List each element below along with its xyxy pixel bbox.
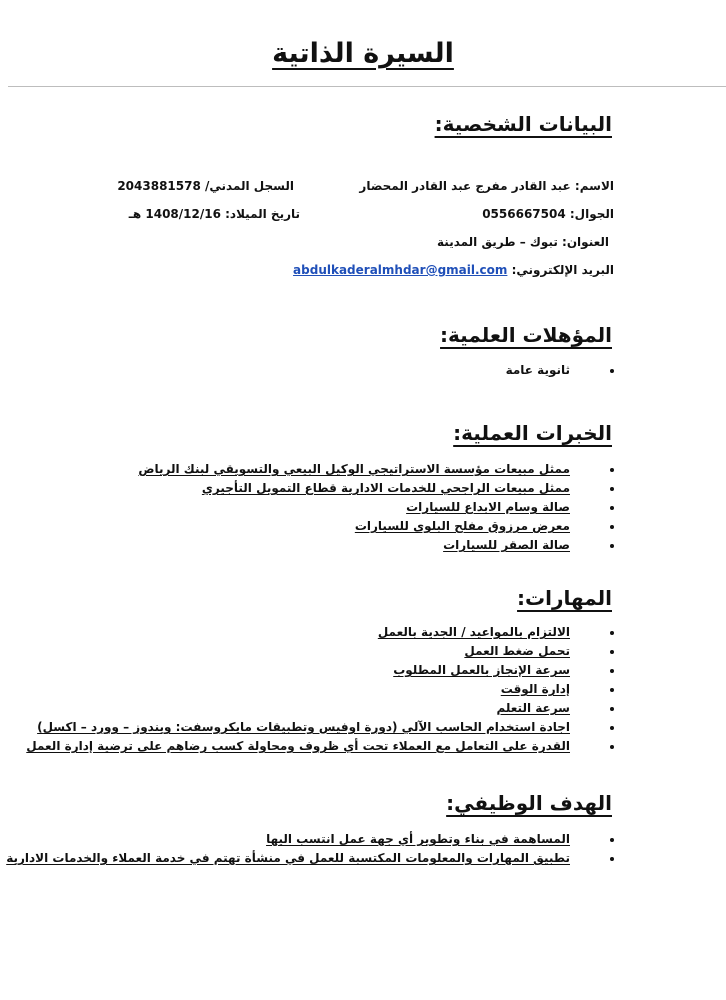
header-divider xyxy=(8,86,726,87)
email-link[interactable]: abdulkaderalmhdar@gmail.com xyxy=(293,263,508,277)
document-title-text: السيرة الذاتية xyxy=(272,38,454,69)
skill-item: سرعة الإنجاز بالعمل المطلوب xyxy=(26,661,614,680)
qualification-item: ثانوية عامة xyxy=(506,361,614,380)
objective-item: المساهمة في بناء وتطوير أي جهة عمل انتسب اليها xyxy=(6,830,614,849)
name-line: الاسم: عبد القادر مفرج عبد القادر المحضار xyxy=(359,179,614,193)
bullet-icon xyxy=(610,726,614,730)
qualifications-heading: المؤهلات العلمية: xyxy=(440,323,612,347)
qualifications-list xyxy=(506,361,614,380)
bullet-icon xyxy=(610,631,614,635)
objective-heading: الهدف الوظيفي: xyxy=(446,791,612,815)
experience-item: ممثل مبيعات الراجحي للخدمات الادارية قطاع التمويل التأجيري xyxy=(138,479,614,498)
skill-item: الالتزام بالمواعيد / الجدية بالعمل xyxy=(26,623,614,642)
bullet-icon xyxy=(610,544,614,548)
objective-item: تطبيق المهارات والمعلومات المكتسبة للعمل في منشأة تهتم في خدمة العملاء والخدمات الادارية xyxy=(6,849,614,868)
bullet-icon xyxy=(610,669,614,673)
skill-item: اجادة استخدام الحاسب الآلي (دورة اوفيس وتطبيقات مايكروسفت: ويندوز – وورد – اكسل) xyxy=(26,718,614,737)
objective-list xyxy=(6,830,614,868)
experience-item: ممثل مبيعات مؤسسة الاستراتيجي الوكيل البيعي والتسويقي لبنك الرياض xyxy=(138,460,614,479)
bullet-icon xyxy=(610,506,614,510)
skill-item: سرعة التعلم xyxy=(26,699,614,718)
bullet-icon xyxy=(610,857,614,861)
bullet-icon xyxy=(610,369,614,373)
mobile-line: الجوال: 0556667504 xyxy=(482,207,614,221)
skill-item: القدرة على التعامل مع العملاء تحت أي ظروف ومحاولة كسب رضاهم على ترضية إدارة العمل xyxy=(26,737,614,756)
personal-heading: البيانات الشخصية: xyxy=(434,112,612,136)
skill-item: إدارة الوقت xyxy=(26,680,614,699)
bullet-icon xyxy=(610,688,614,692)
address-line: العنوان: تبوك – طريق المدينة xyxy=(437,235,609,249)
experience-item: صالة الصقر للسيارات xyxy=(138,536,614,555)
bullet-icon xyxy=(610,525,614,529)
email-line xyxy=(293,263,614,277)
bullet-icon xyxy=(610,487,614,491)
bullet-icon xyxy=(610,745,614,749)
bullet-icon xyxy=(610,707,614,711)
experience-heading: الخبرات العملية: xyxy=(453,421,612,445)
skills-heading: المهارات: xyxy=(517,586,612,610)
experience-item: معرض مرزوق مفلح البلوى للسيارات xyxy=(138,517,614,536)
birth-date-line: تاريخ الميلاد: 1408/12/16 هـ xyxy=(128,207,300,221)
bullet-icon xyxy=(610,468,614,472)
experience-item: صالة وسام الابداع للسيارات xyxy=(138,498,614,517)
skill-item: تحمل ضغط العمل xyxy=(26,642,614,661)
experience-list xyxy=(138,460,614,555)
skills-list xyxy=(26,623,614,756)
bullet-icon xyxy=(610,650,614,654)
bullet-icon xyxy=(610,838,614,842)
civil-id-line: السجل المدني/ 2043881578 xyxy=(117,179,294,193)
document-title xyxy=(0,38,726,69)
email-label: البريد الإلكتروني: xyxy=(511,263,614,277)
